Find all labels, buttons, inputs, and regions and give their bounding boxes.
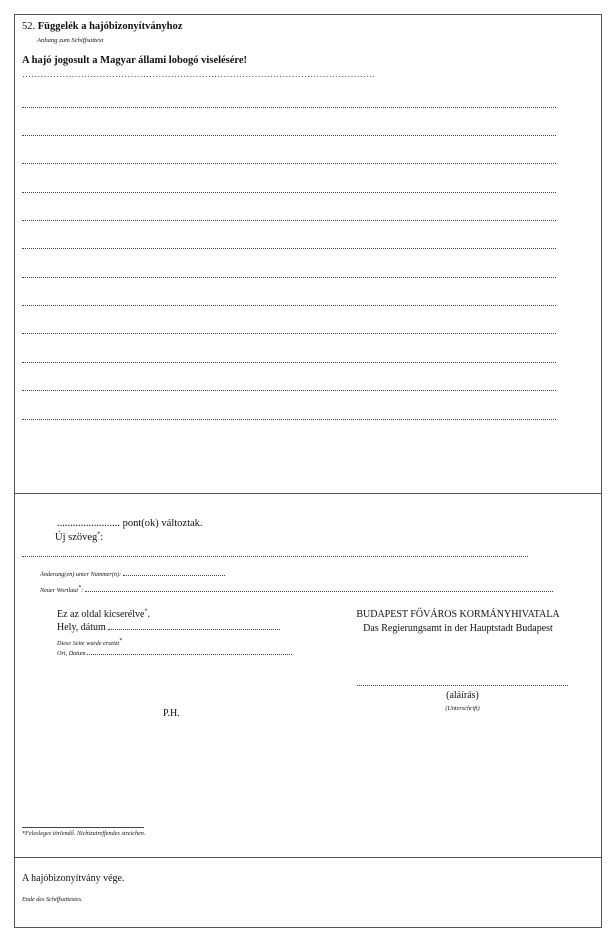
place-date-de bbox=[57, 650, 292, 657]
blank-line bbox=[22, 419, 556, 420]
footnote-rule bbox=[22, 827, 144, 828]
new-text-line bbox=[22, 556, 528, 557]
page-replaced-de: Diese Seite wurde ersetzt* bbox=[57, 637, 123, 647]
footnote-mark: * bbox=[97, 531, 101, 538]
appendix-title: Függelék a hajóbizonyítványhoz bbox=[37, 21, 183, 32]
blank-line bbox=[22, 220, 556, 221]
changes-de-blank bbox=[123, 575, 225, 576]
page-replaced-text: Ez az oldal kicserélve bbox=[57, 609, 145, 620]
place-date-de-text: Ort, Datum bbox=[57, 650, 86, 657]
place-date bbox=[57, 622, 280, 633]
new-text-de-text: Neuer Wortlaut bbox=[40, 587, 79, 594]
blank-line bbox=[22, 333, 556, 334]
first-dotted-line: …………………………………………………………………………………………………… bbox=[22, 69, 376, 79]
place-date-blank bbox=[108, 629, 280, 630]
blank-line bbox=[22, 163, 556, 164]
footnote-mark: * bbox=[144, 608, 148, 615]
place-date-de-blank bbox=[87, 654, 292, 655]
section-divider-bottom bbox=[14, 857, 602, 858]
signature-label-de: (Unterschrift) bbox=[445, 705, 480, 712]
appendix-number bbox=[22, 21, 182, 32]
end-of-certificate-hu: A hajóbizonyítvány vége. bbox=[22, 873, 125, 884]
seal-placeholder: P.H. bbox=[163, 708, 180, 719]
appendix-subtitle-de: Anhang zum Schiffsattest bbox=[37, 37, 104, 44]
footnote: *Felesleges törlendő. Nichtzutreffendes streichen. bbox=[22, 830, 146, 837]
new-text-de: Neuer Wortlaut*: bbox=[40, 587, 553, 594]
page-frame bbox=[14, 14, 602, 928]
blank-line bbox=[22, 277, 556, 278]
flag-heading: A hajó jogosult a Magyar állami lobogó viselésére! bbox=[22, 55, 248, 66]
new-text-label: Új szöveg*: bbox=[55, 531, 104, 543]
page-replaced-de-text: Diese Seite wurde ersetzt bbox=[57, 640, 120, 647]
authority-de: Das Regierungsamt in der Hauptstadt Budapest bbox=[363, 623, 553, 634]
changes-de bbox=[40, 571, 225, 578]
changes-de-text: Änderung(en) unter Nummer(n): bbox=[40, 571, 122, 578]
place-date-text: Hely, dátum bbox=[57, 622, 106, 633]
signature-label-hu: (aláírás) bbox=[446, 690, 479, 701]
blank-line bbox=[22, 305, 556, 306]
section-divider-top bbox=[14, 493, 602, 494]
authority-hu: BUDAPEST FŐVÁROS KORMÁNYHIVATALA bbox=[356, 609, 560, 620]
blank-line bbox=[22, 135, 556, 136]
signature-line bbox=[357, 685, 568, 686]
blank-line bbox=[22, 192, 556, 193]
new-text-label-text: Új szöveg bbox=[55, 532, 98, 543]
page-replaced: Ez az oldal kicserélve*. bbox=[57, 608, 150, 620]
blank-line bbox=[22, 248, 556, 249]
blank-line bbox=[22, 362, 556, 363]
blank-line bbox=[22, 390, 556, 391]
end-of-certificate-de: Ende des Schiffsattestes. bbox=[22, 896, 83, 903]
blank-line bbox=[22, 107, 556, 108]
new-text-de-blank bbox=[85, 591, 553, 592]
points-changed-text: ........................ pont(ok) változtak. bbox=[57, 518, 203, 529]
section-number: 52. bbox=[22, 21, 36, 32]
